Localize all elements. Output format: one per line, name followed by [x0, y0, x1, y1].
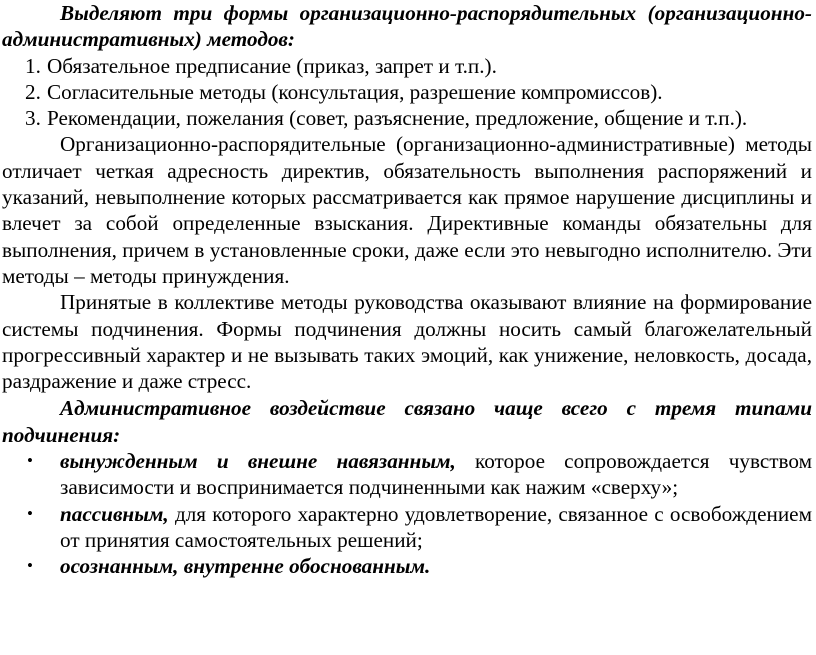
list-item	[2, 448, 812, 501]
list-item	[2, 79, 812, 105]
list-number: 3.	[25, 106, 41, 131]
list-item	[2, 105, 812, 131]
paragraph-subordination: Принятые в коллективе методы руководства оказывают влияние на формирование системы подчинения. Формы подчинения должны носить самый благожелательный прогрессивный характер и не вызывать таких эмоций, как унижение, неловкость, досада, раздражение и даже стресс.	[2, 290, 812, 394]
list-item	[2, 553, 812, 579]
type-description: которое сопровождается чувством зависимости и воспринимается подчиненными как нажим «сверху»;	[60, 449, 812, 500]
subheading-types: Административное воздействие связано чаще всего с тремя типами подчинения:	[2, 396, 812, 447]
list-item-text: Рекомендации, пожелания (совет, разъяснение, предложение, общение и т.п.).	[47, 106, 748, 131]
forms-list	[2, 53, 812, 132]
list-item-text: Согласительные методы (консультация, разрешение компромиссов).	[47, 79, 663, 104]
type-term: вынужденным и внешне навязанным,	[60, 449, 456, 474]
paragraph-coercion: Организационно-распорядительные (организационно-административные) методы отличает четкая адресность директив, обязательность выполнения распоряжений и указаний, невыполнение которых рассматривается как прямое нарушение дисциплины и влечет за собой определенные взыскания. Директивные команды обязательны для выполнения, причем в установленные сроки, даже если это невыгодно исполнителю. Эти методы – методы принуждения.	[2, 132, 812, 288]
list-item	[2, 53, 812, 79]
intro-heading: Выделяют три формы организационно-распорядительных (организационно-административных) методов:	[2, 1, 812, 52]
list-item	[2, 501, 812, 554]
types-list	[2, 448, 812, 579]
type-term: осознанным, внутренне обоснованным.	[60, 554, 431, 579]
type-term: пассивным,	[60, 501, 169, 526]
bullet-icon: •	[27, 451, 33, 471]
bullet-icon: •	[27, 556, 33, 576]
bullet-icon: •	[27, 503, 33, 523]
list-item-text: Обязательное предписание (приказ, запрет и т.п.).	[47, 53, 497, 78]
list-number: 1.	[25, 53, 41, 78]
list-number: 2.	[25, 79, 41, 104]
type-description: для которого характерно удовлетворение, связанное с освобождением от принятия самостоятельных решений;	[60, 501, 812, 552]
